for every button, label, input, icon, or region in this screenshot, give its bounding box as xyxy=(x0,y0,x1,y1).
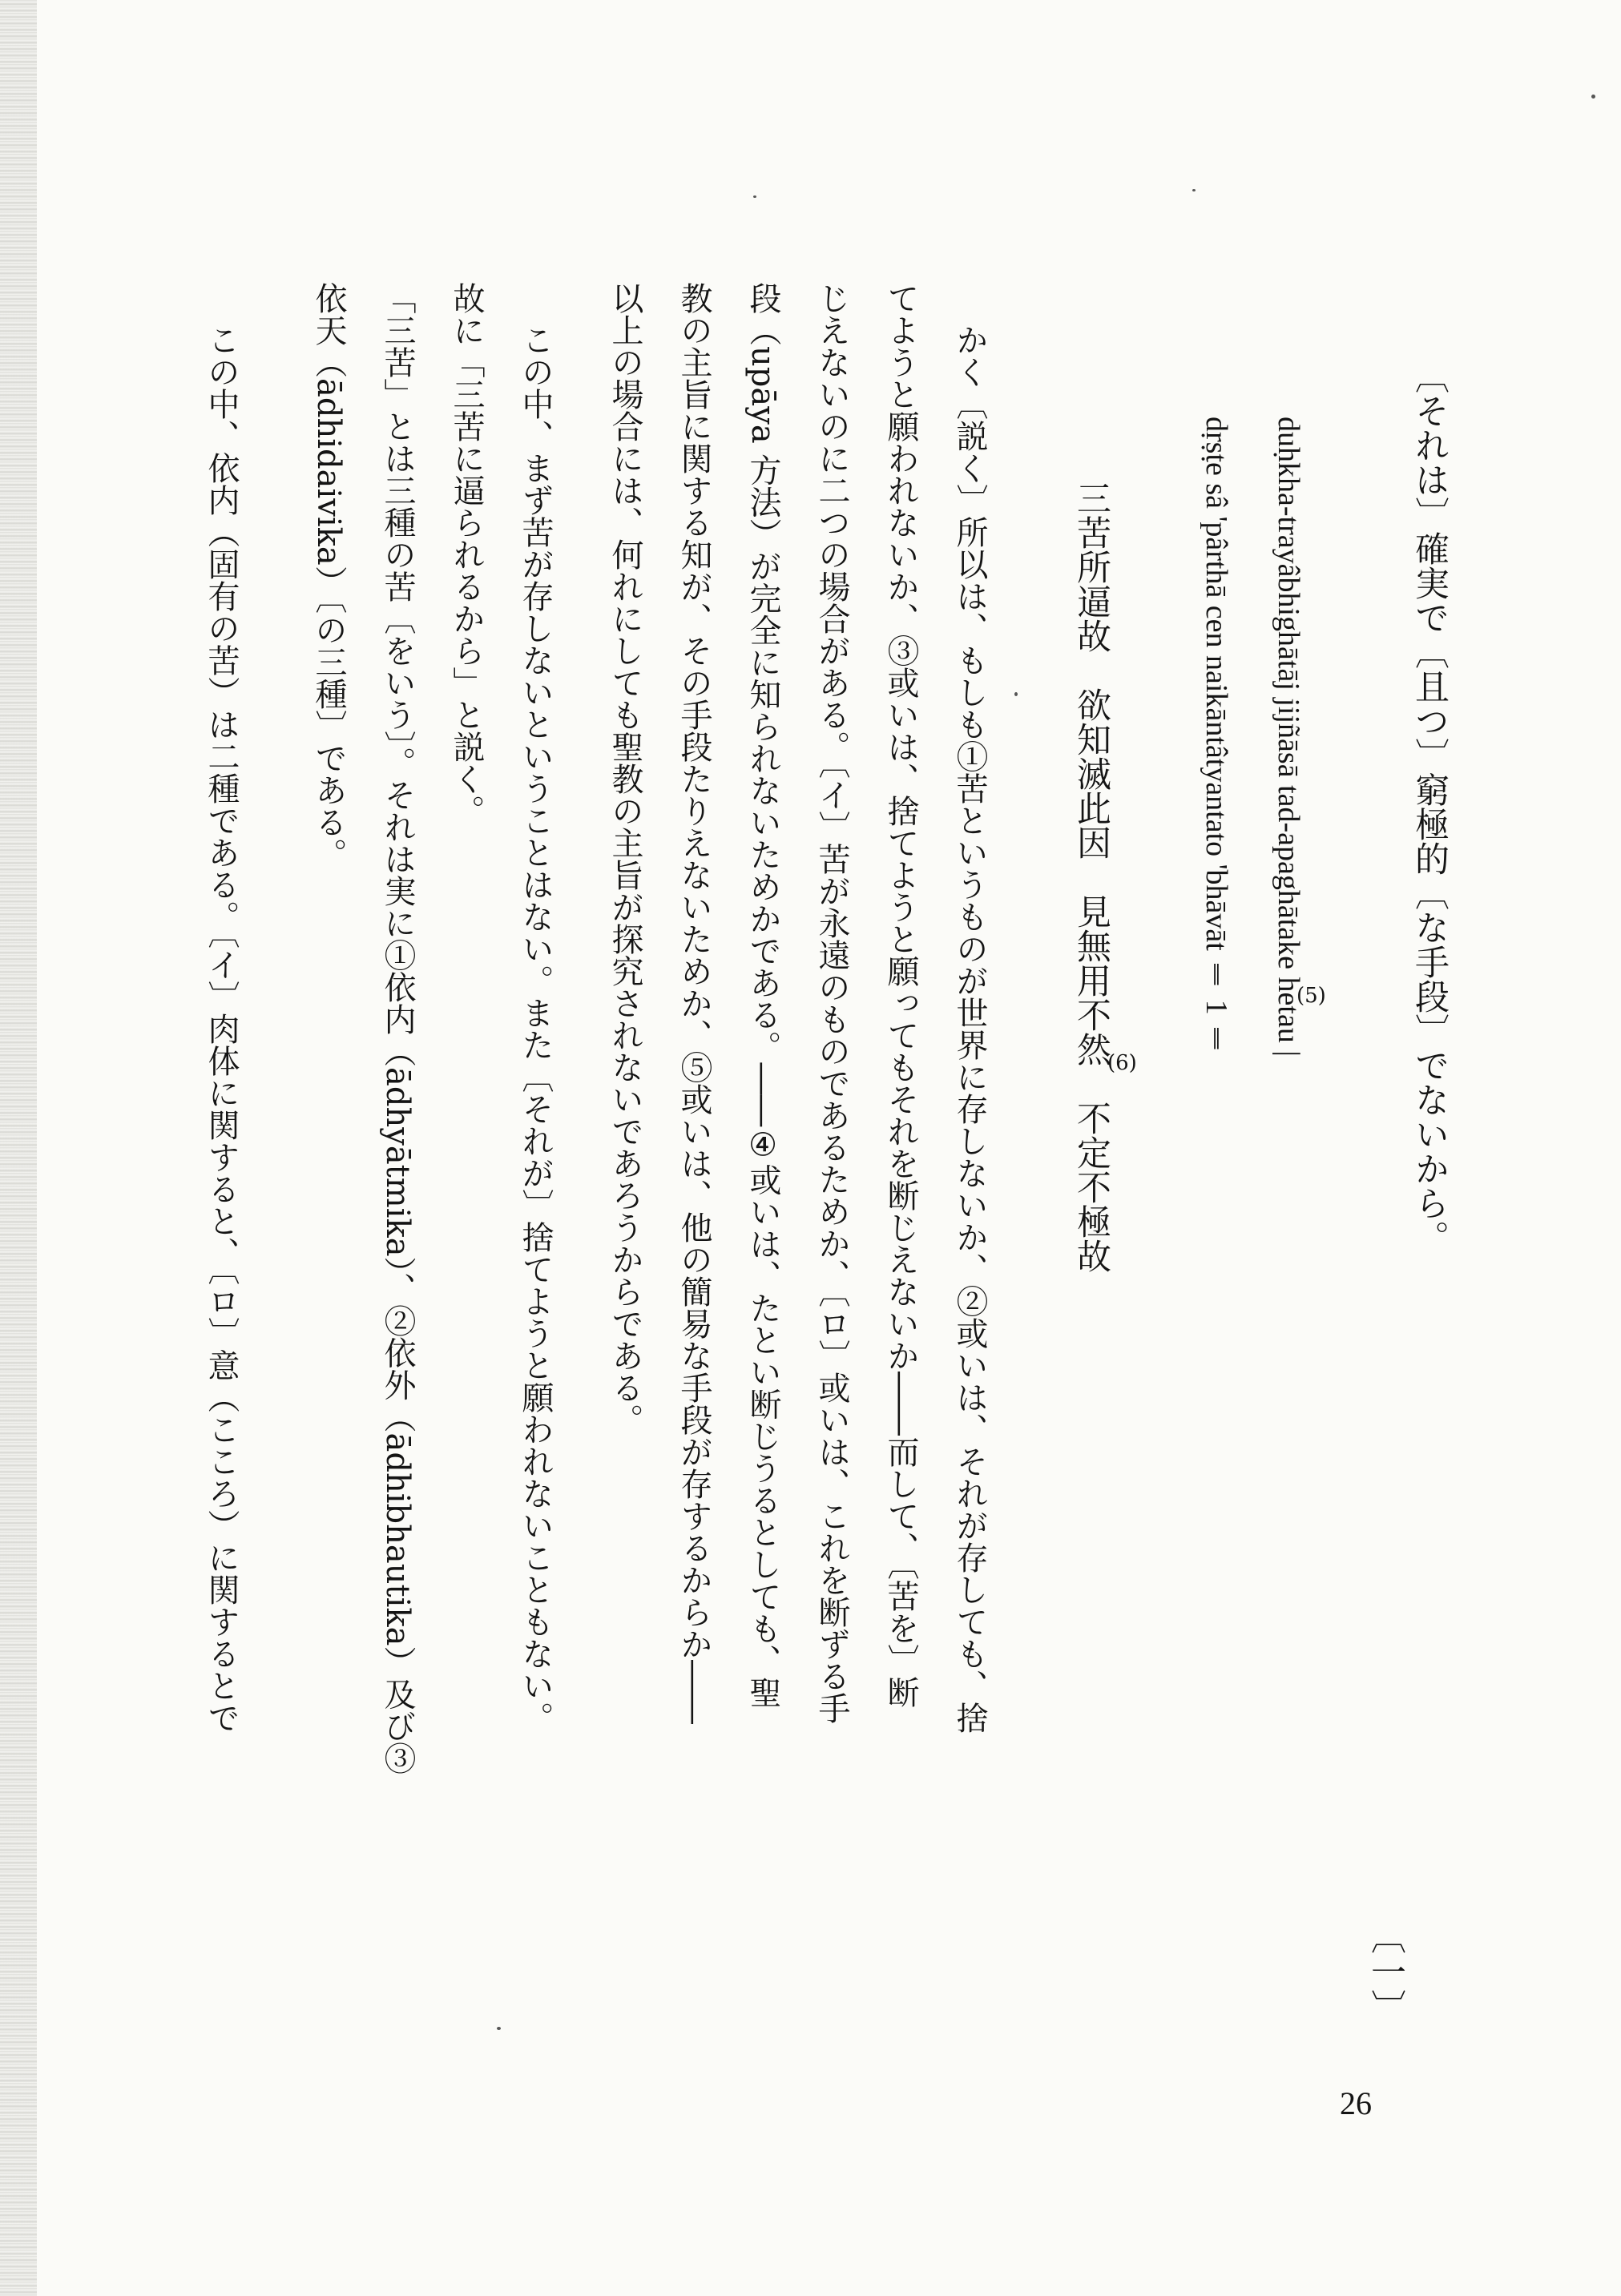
commentary-line-2: てようと願われないか、③或いは、捨てようと願ってもそれを断じえないか――而して、〔苦を〕断 xyxy=(882,282,919,1708)
note-ref-5: (5) xyxy=(1296,984,1326,1008)
scan-speck xyxy=(1591,95,1595,99)
commentary-line-9: 「三苦」とは三種の苦〔をいう〕。それは実に①依内（ādhyātmika）、②依外（ādhibhautika）及び③ xyxy=(379,282,416,1774)
commentary-line-10: 依天（ādhidaivika）〔の三種〕である。 xyxy=(310,282,347,870)
commentary-line-4: 段（upāya 方法）が完全に知られないためかである。――④或いは、たとい断じうるとしても、聖 xyxy=(744,282,781,1709)
commentary-line-5: 教の主旨に関する知が、その手段たりえないためか、⑤或いは、他の簡易な手段が存するからか―― xyxy=(675,282,712,1724)
scan-speck xyxy=(497,2027,501,2030)
sanskrit-verse-line-2: dṛṣṭe sâ 'pârthā cen naikāntâtyantato 'bhāvāt ‖ 1 ‖ xyxy=(1200,417,1233,1057)
commentary-line-7: この中、まず苦が存しないということはない。また〔それが〕捨てようと願われないこともない。 xyxy=(517,324,554,1734)
scan-binding-edge xyxy=(0,0,37,2296)
page-number: 26 xyxy=(1340,2085,1372,2121)
commentary-line-11: この中、依内（固有の苦）は二種である。〔イ〕肉体に関すると、〔ロ〕意（こころ）に関するとで xyxy=(203,324,240,1734)
commentary-line-8: 故に「三苦に逼られるから」と説く。 xyxy=(448,282,485,827)
commentary-line-3: じえないのに二つの場合がある。〔イ〕苦が永遠のものであるためか、〔ロ〕或いは、これを断ずる手 xyxy=(813,282,850,1724)
chinese-verse-line: 三苦所逼故 欲知滅此因 見無用不然 不定不極故 xyxy=(1071,481,1111,1273)
scan-speck xyxy=(753,195,756,198)
sanskrit-verse-line-1: duḥkha-trayâbhighātāj jijñāsā tad-apaghātake hetau | xyxy=(1272,417,1305,1057)
commentary-line-1: かく〔説く〕所以は、もしも①苦というものが世界に存しないか、②或いは、それが存しても、捨 xyxy=(951,324,988,1734)
verse-number-marker: 〔一〕 xyxy=(1365,1919,1405,2024)
scan-speck xyxy=(1192,189,1196,191)
commentary-line-6: 以上の場合には、何れにしても聖教の主旨が探究されないであろうからである。 xyxy=(607,282,643,1436)
verse-heading-line: 〔それは〕確実で〔且つ〕窮極的〔な手段〕でないから。 xyxy=(1409,359,1450,1255)
scan-speck xyxy=(1014,692,1018,696)
note-ref-6: (6) xyxy=(1107,1051,1137,1075)
